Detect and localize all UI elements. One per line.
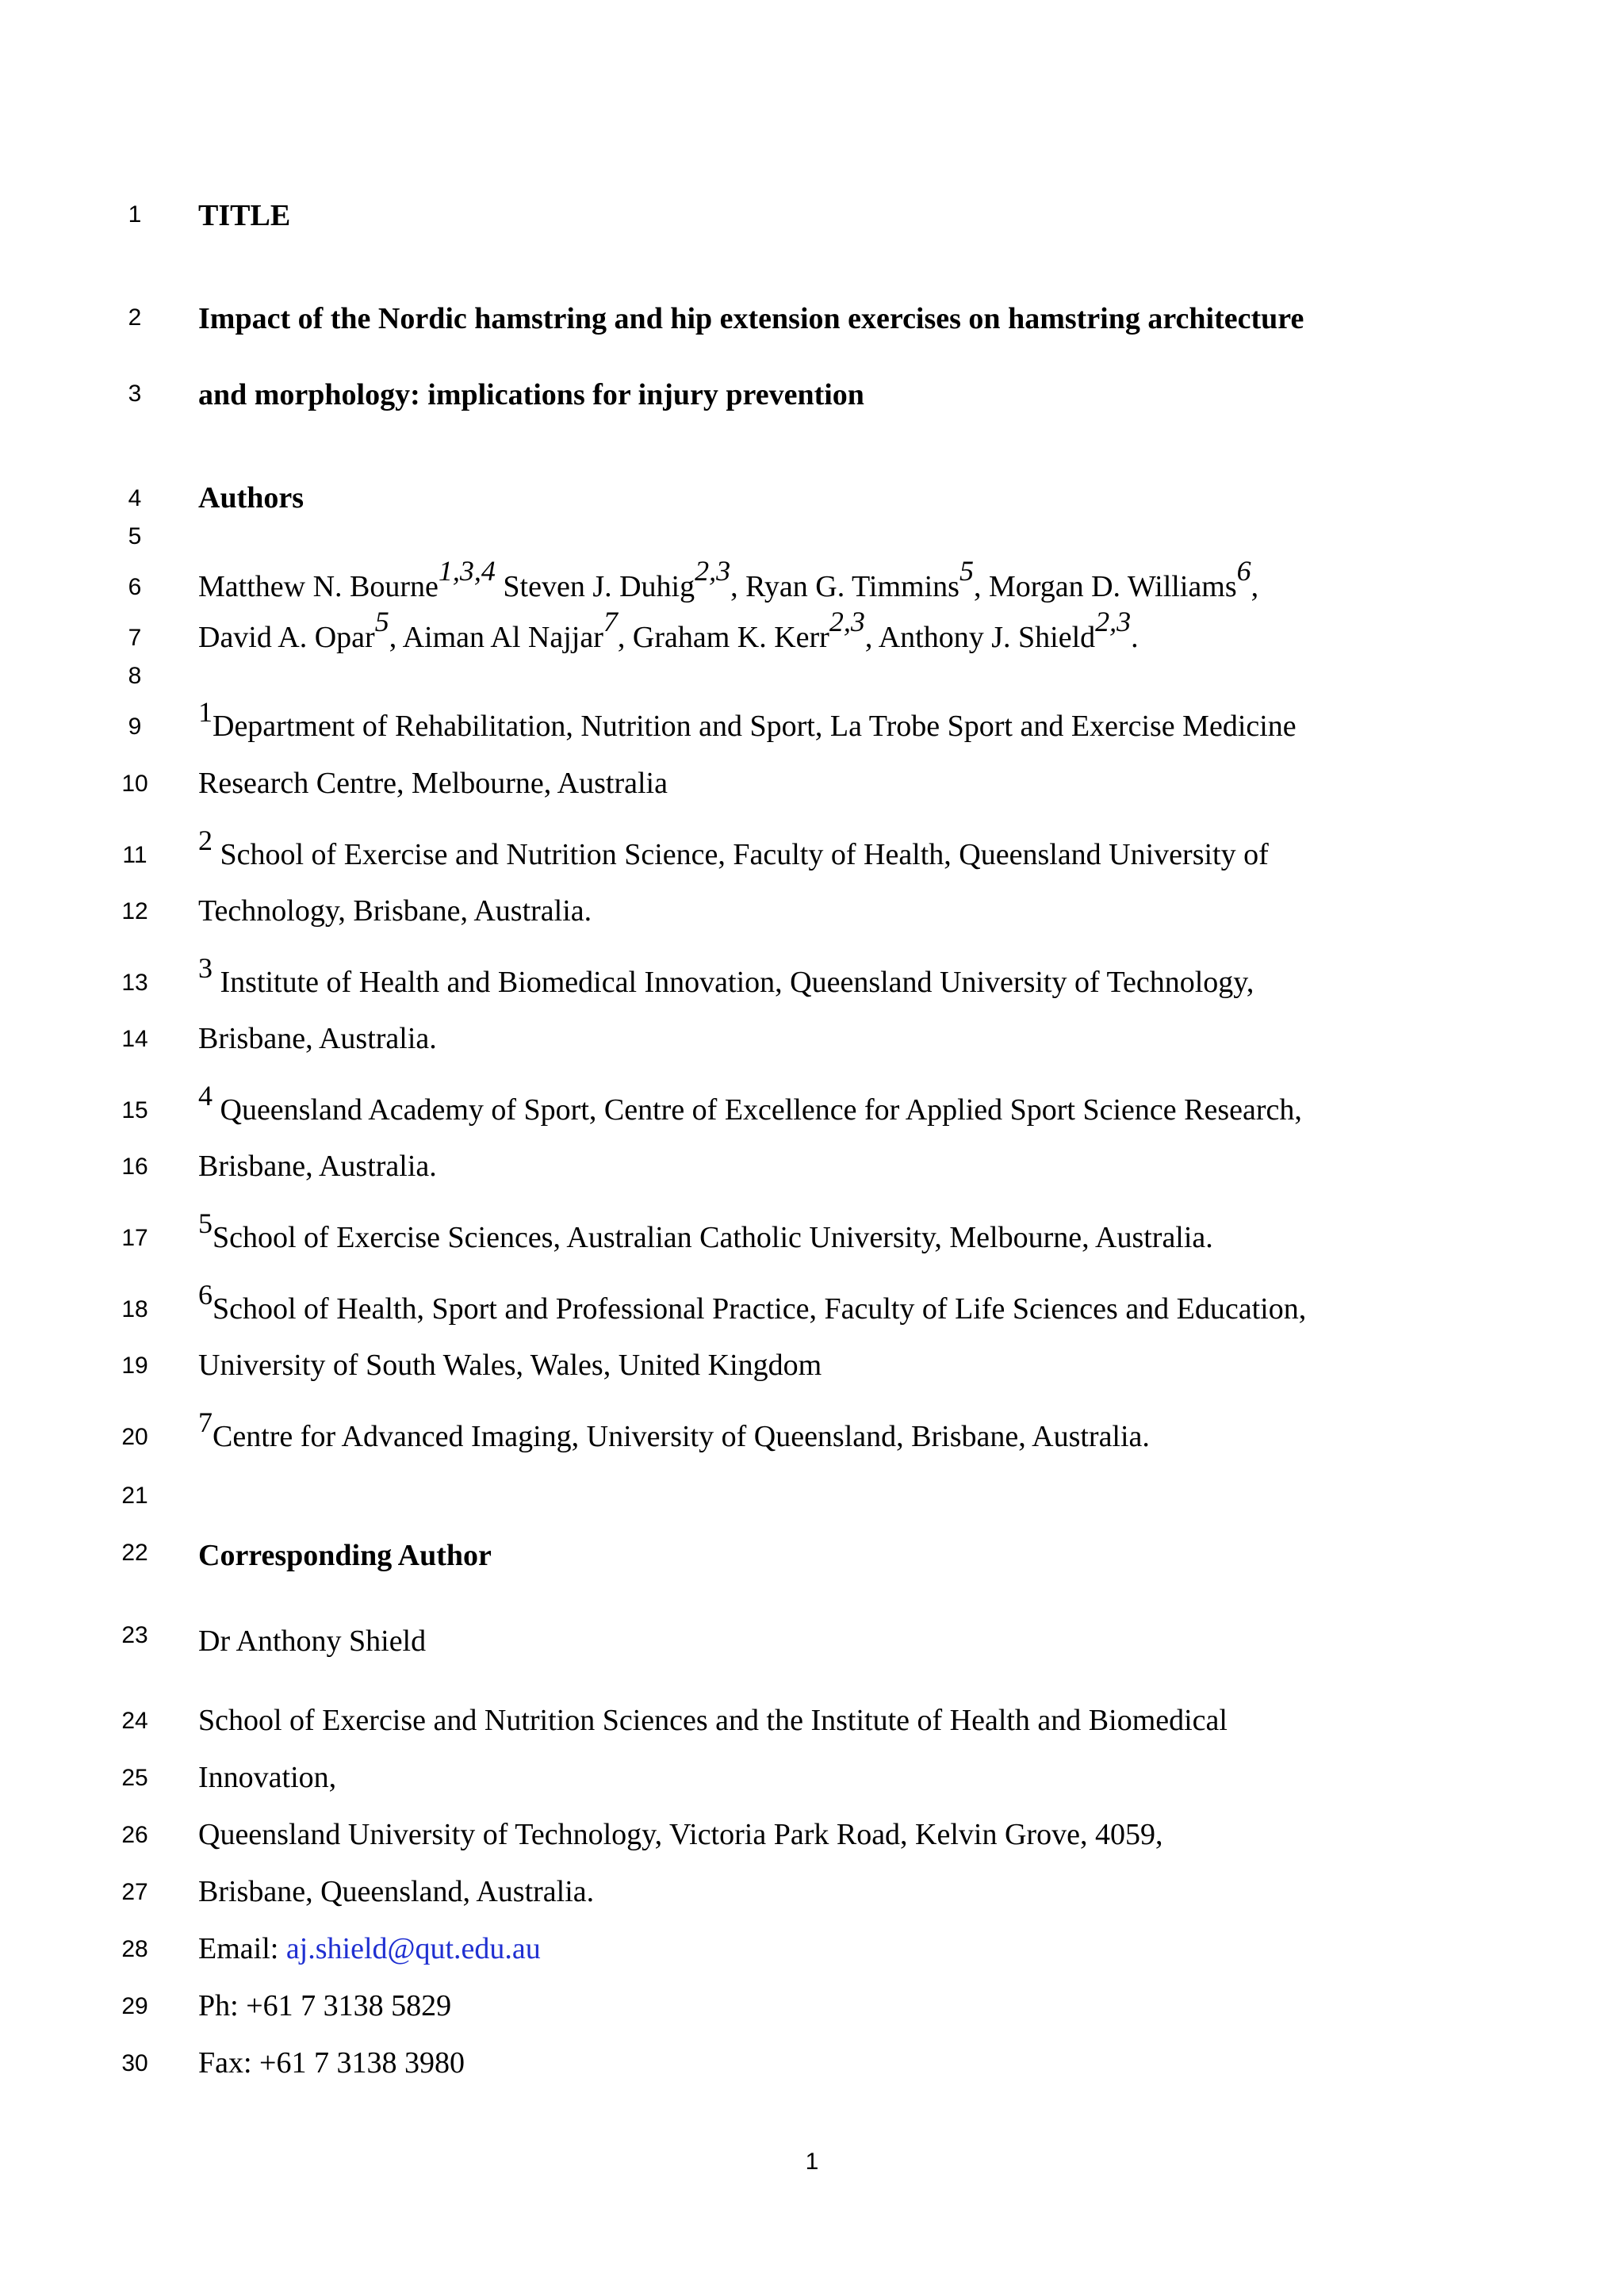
author-affiliation: 2,3 (829, 606, 865, 638)
line-number: 8 (128, 663, 142, 689)
author-name: Aiman Al Najjar (402, 621, 603, 654)
line-number: 24 (121, 1708, 148, 1734)
corresponding-phone: Ph: +61 7 3138 5829 (198, 1989, 452, 2022)
line-number: 16 (121, 1154, 148, 1180)
author-name: Anthony J. Shield (878, 621, 1096, 654)
line-number: 5 (128, 523, 142, 549)
author-name: Steven J. Duhig (503, 570, 695, 603)
author-affiliation: 6 (1236, 555, 1251, 587)
author-list-line-2: David A. Opar$^5$, Aiman Al Najjar$^7$, Graham K. Kerr$^{2,3}$, Anthony J. Shield$^{2,3}$. (198, 606, 1139, 654)
line-number: 27 (121, 1879, 148, 1905)
corresponding-name: Dr Anthony Shield (198, 1624, 427, 1658)
affiliation-4-cont: Brisbane, Australia. (198, 1150, 437, 1183)
line-number: 17 (121, 1225, 148, 1251)
email-link[interactable]: aj.shield@qut.edu.au (285, 1932, 541, 1965)
line-number: 23 (121, 1622, 148, 1648)
title-heading: TITLE (198, 199, 291, 232)
line-number: 25 (121, 1765, 148, 1791)
corresponding-fax: Fax: +61 7 3138 3980 (198, 2046, 465, 2080)
email-label: Email: (198, 1932, 286, 1965)
author-name: Matthew N. Bourne (198, 570, 439, 603)
affiliation-number: 2 (198, 825, 213, 856)
line-number: 7 (128, 625, 142, 651)
author-affiliation: 2,3 (695, 555, 731, 587)
line-number: 28 (121, 1936, 148, 1962)
line-number: 6 (128, 574, 142, 600)
line-number: 9 (128, 714, 142, 740)
affiliation-number: 5 (198, 1207, 213, 1239)
affiliation-2-cont: Technology, Brisbane, Australia. (198, 894, 592, 928)
line-number: 3 (128, 381, 142, 407)
affiliation-text: School of Health, Sport and Professional Practice, Faculty of Life Sciences and Education, (213, 1292, 1307, 1326)
page-number: 1 (805, 2149, 819, 2175)
author-name: David A. Opar (198, 621, 375, 654)
line-number: 29 (121, 1993, 148, 2019)
affiliation-1-cont: Research Centre, Melbourne, Australia (198, 767, 668, 800)
line-number: 22 (121, 1540, 148, 1566)
affiliation-number: 3 (198, 952, 213, 984)
corresponding-address-4: Brisbane, Queensland, Australia. (198, 1875, 595, 1908)
line-number: 12 (121, 898, 148, 924)
author-name: Morgan D. Williams (988, 570, 1237, 603)
authors-heading: Authors (198, 481, 304, 515)
line-number: 15 (121, 1097, 148, 1123)
line-number: 10 (121, 771, 148, 797)
line-number: 11 (122, 842, 147, 868)
author-affiliation: 7 (603, 606, 618, 638)
line-number: 21 (121, 1483, 148, 1509)
affiliation-3-cont: Brisbane, Australia. (198, 1022, 437, 1055)
line-number: 1 (128, 201, 142, 228)
affiliation-1 (198, 696, 1297, 744)
affiliation-6 (198, 1279, 1307, 1326)
author-affiliation: 1,3,4 (438, 555, 496, 587)
corresponding-address-3: Queensland University of Technology, Victoria Park Road, Kelvin Grove, 4059, (198, 1818, 1163, 1851)
paper-title-line-1: Impact of the Nordic hamstring and hip extension exercises on hamstring architecture (198, 302, 1304, 335)
line-number: 30 (121, 2050, 148, 2076)
affiliation-2 (198, 825, 1269, 872)
affiliation-4 (198, 1080, 1302, 1127)
line-number: 20 (121, 1424, 148, 1450)
affiliation-number: 6 (198, 1279, 213, 1311)
affiliation-text: Queensland Academy of Sport, Centre of Excellence for Applied Sport Science Research, (213, 1093, 1302, 1127)
affiliation-text: Department of Rehabilitation, Nutrition and Sport, La Trobe Sport and Exercise Medicine (213, 710, 1297, 743)
line-number: 14 (121, 1026, 148, 1052)
affiliation-text: Institute of Health and Biomedical Innovation, Queensland University of Technology, (213, 966, 1254, 999)
affiliation-text: Centre for Advanced Imaging, University of Queensland, Brisbane, Australia. (213, 1420, 1150, 1453)
affiliation-number: 4 (198, 1080, 213, 1112)
paper-title-line-2: and morphology: implications for injury prevention (198, 378, 864, 411)
line-number: 19 (121, 1353, 148, 1379)
corresponding-address-1: School of Exercise and Nutrition Sciences and the Institute of Health and Biomedical (198, 1704, 1228, 1737)
corresponding-heading: Corresponding Author (198, 1539, 492, 1572)
affiliation-number: 1 (198, 696, 213, 728)
line-number: 18 (121, 1296, 148, 1322)
author-name: Ryan G. Timmins (745, 570, 959, 603)
author-affiliation: 2,3 (1095, 606, 1132, 638)
affiliation-text: School of Exercise and Nutrition Science, Faculty of Health, Queensland University of (213, 838, 1269, 871)
corresponding-address-2: Innovation, (198, 1761, 337, 1794)
author-list-line-1: Matthew N. Bourne$^{1,3,4}$ Steven J. Duhig$^{2,3}$, Ryan G. Timmins$^5$, Morgan D. Williams$^6$, (198, 555, 1259, 603)
line-number: 13 (121, 970, 148, 996)
line-number: 2 (128, 304, 142, 331)
affiliation-7 (198, 1406, 1150, 1454)
affiliation-text: School of Exercise Sciences, Australian Catholic University, Melbourne, Australia. (213, 1221, 1213, 1254)
affiliation-number: 7 (198, 1406, 213, 1438)
corresponding-email-line (198, 1931, 541, 1966)
affiliation-5 (198, 1207, 1213, 1255)
author-affiliation: 5 (374, 606, 389, 638)
line-number: 26 (121, 1822, 148, 1848)
author-affiliation: 5 (959, 555, 974, 587)
line-number: 4 (128, 485, 142, 511)
affiliation-6-cont: University of South Wales, Wales, United Kingdom (198, 1349, 822, 1382)
author-name: Graham K. Kerr (632, 621, 829, 654)
affiliation-3 (198, 952, 1254, 1000)
